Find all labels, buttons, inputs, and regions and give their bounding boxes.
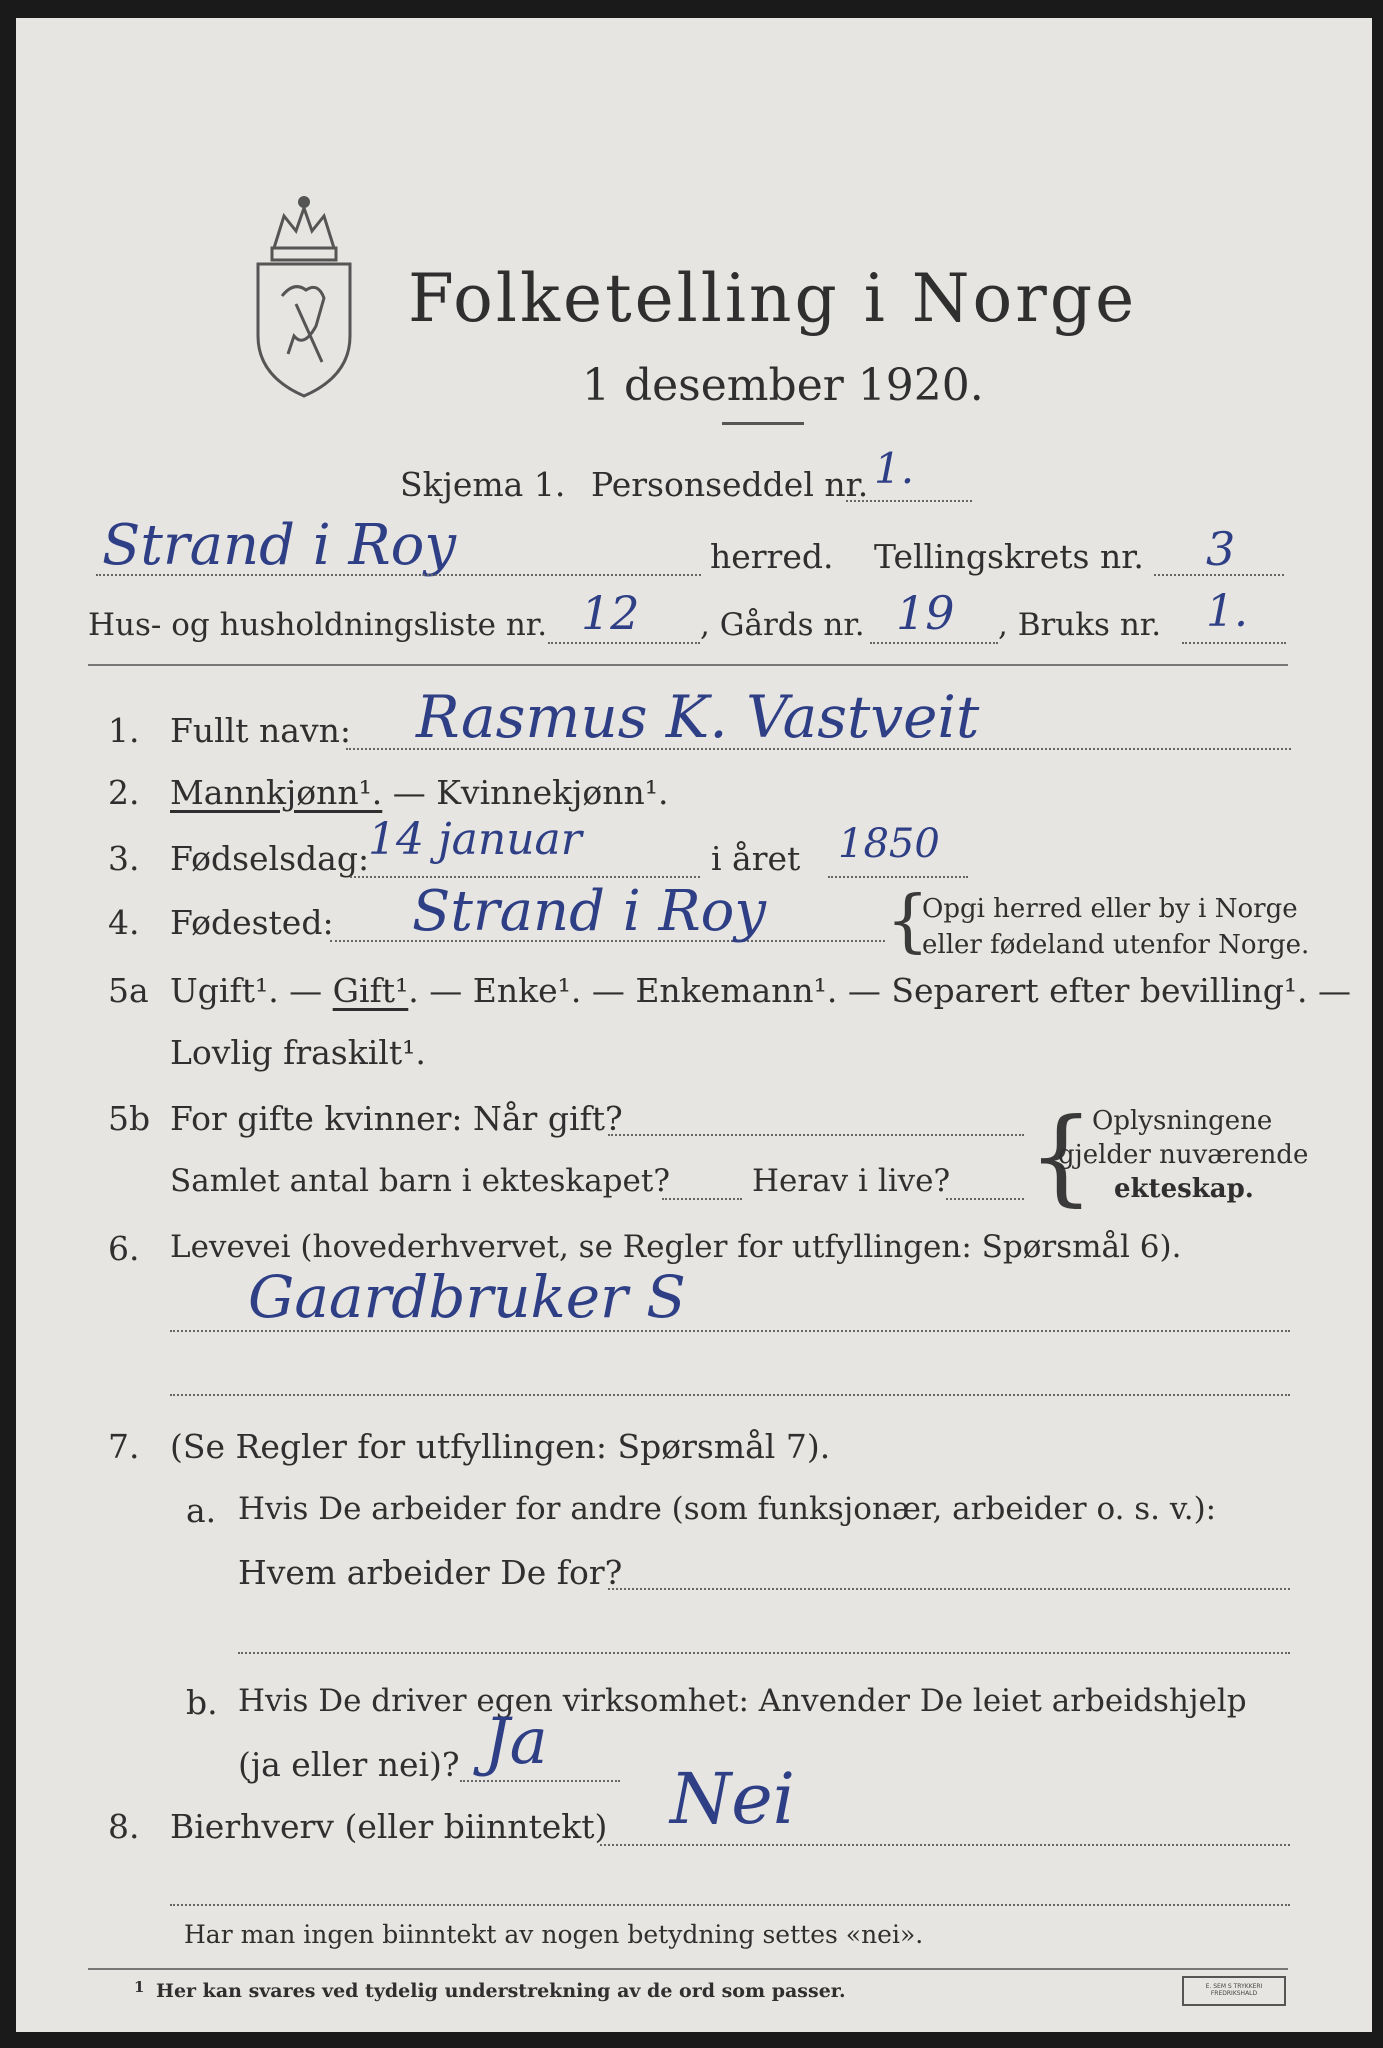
q8-number: 8.: [108, 1807, 140, 1846]
q7-number: 7.: [108, 1427, 140, 1466]
q1-number: 1.: [108, 711, 140, 750]
q7b-line2: (ja eller nei)?: [238, 1745, 460, 1784]
printer-stamp-text: E. SEM S TRYKKERI FREDRIKSHALD: [1205, 1983, 1263, 1997]
husholdningsliste-label: Hus- og husholdningsliste nr.: [88, 607, 548, 643]
birth-date-value[interactable]: 14 januar: [368, 814, 582, 865]
personseddel-line: [846, 500, 972, 502]
hired-help-value[interactable]: Ja: [484, 1705, 548, 1779]
q5b-children-line: [662, 1198, 742, 1200]
q5a-options: [170, 971, 1352, 1010]
q8-line-extra: [170, 1904, 1290, 1906]
bruks-value[interactable]: 1.: [1206, 586, 1248, 637]
footnote-mark: 1: [134, 1978, 145, 1996]
norwegian-coat-of-arms-icon: [244, 186, 364, 406]
q7b-line1: Hvis De driver egen virksomhet: Anvender De leiet arbeidshjelp: [238, 1683, 1247, 1719]
gards-label: , Gårds nr.: [700, 607, 865, 643]
census-date: 1 desember 1920.: [582, 360, 984, 411]
q4-number: 4.: [108, 903, 140, 942]
gift-option[interactable]: Gift¹: [332, 971, 409, 1010]
male-option[interactable]: Mannkjønn¹.: [170, 773, 383, 812]
q7a-line-extra: [238, 1652, 1290, 1654]
birthplace-value[interactable]: Strand i Roy: [412, 879, 766, 944]
q3-label: Fødselsdag:: [170, 839, 370, 878]
q3-year-label: i året: [711, 839, 801, 878]
footnote-text: Her kan svares ved tydelig understrekning av de ord som passer.: [156, 1980, 846, 2002]
q5b-alive-label: Herav i live?: [752, 1163, 951, 1199]
personseddel-label: Personseddel nr.: [591, 465, 869, 504]
q5b-alive-line: [946, 1198, 1024, 1200]
footer-note: Har man ingen biinntekt av nogen betydning settes «nei».: [184, 1920, 924, 1949]
q7b-line: [460, 1780, 620, 1782]
occupation-value[interactable]: Gaardbruker S: [248, 1263, 686, 1331]
q4-brace: {: [886, 882, 930, 961]
bruks-label: , Bruks nr.: [998, 607, 1162, 643]
q5b-note-line3: ekteskap.: [1114, 1174, 1254, 1204]
q1-label: Fullt navn:: [170, 711, 351, 750]
q5b-brace: {: [1028, 1095, 1095, 1217]
tellingskrets-label: Tellingskrets nr.: [874, 537, 1144, 576]
section-rule: [88, 664, 1288, 666]
q2-options: [170, 773, 669, 812]
q5a-number: 5a: [108, 971, 149, 1010]
secondary-income-value[interactable]: Nei: [670, 1758, 796, 1840]
q5b-note-line1: Oplysningene: [1092, 1106, 1273, 1136]
gards-value[interactable]: 19: [896, 586, 955, 640]
q4-note-line2: eller fødeland utenfor Norge.: [922, 930, 1310, 960]
q7-label: (Se Regler for utfyllingen: Spørsmål 7).: [170, 1427, 831, 1466]
q4-note-line1: Opgi herred eller by i Norge: [922, 894, 1298, 924]
herred-value[interactable]: Strand i Roy: [102, 513, 456, 578]
tellingskrets-value[interactable]: 3: [1206, 522, 1236, 576]
q6-line1: [170, 1330, 1290, 1332]
q3-date-line: [350, 876, 700, 878]
gards-line: [870, 642, 998, 644]
q4-label: Fødested:: [170, 903, 334, 942]
q5b-children-label: Samlet antal barn i ekteskapet?: [170, 1163, 670, 1199]
q5b-when-line: [608, 1134, 1024, 1136]
q7a-line1: Hvis De arbeider for andre (som funksjonær, arbeider o. s. v.):: [238, 1491, 1217, 1527]
lovlig-fraskilt-option[interactable]: Lovlig fraskilt¹.: [170, 1033, 426, 1072]
personseddel-value[interactable]: 1.: [874, 444, 915, 493]
q3-number: 3.: [108, 839, 140, 878]
q7a-line2: Hvem arbeider De for?: [238, 1553, 623, 1592]
q6-number: 6.: [108, 1229, 140, 1268]
husholdningsliste-line: [548, 642, 700, 644]
female-option[interactable]: Kvinnekjønn¹.: [436, 773, 669, 812]
q2-separator: —: [382, 773, 437, 812]
ugift-option[interactable]: Ugift¹.: [170, 971, 279, 1010]
q8-line: [600, 1844, 1290, 1846]
q7a-line: [608, 1588, 1290, 1590]
q5b-line1: For gifte kvinner: Når gift?: [170, 1099, 623, 1138]
q3-year-line: [828, 876, 968, 878]
herred-line: [96, 574, 701, 576]
q5a-other-options[interactable]: . — Enke¹. — Enkemann¹. — Separert efter bevilling¹. —: [408, 971, 1352, 1010]
q2-number: 2.: [108, 773, 140, 812]
q5b-note-line2: gjelder nuværende: [1058, 1140, 1309, 1170]
full-name-value[interactable]: Rasmus K. Vastveit: [416, 683, 980, 751]
herred-label: herred.: [710, 537, 834, 576]
form-title: Folketelling i Norge: [408, 260, 1138, 337]
q7a-number: a.: [186, 1491, 217, 1530]
skjema-label: Skjema 1.: [400, 465, 566, 504]
bruks-line: [1182, 642, 1286, 644]
header-divider: [722, 422, 804, 425]
q6-label: Levevei (hovederhvervet, se Regler for utfyllingen: Spørsmål 6).: [170, 1229, 1182, 1265]
printer-stamp: [1182, 1976, 1286, 2006]
q5a-sep: —: [278, 971, 333, 1010]
census-form-sheet: [16, 18, 1372, 2032]
footer-rule: [88, 1968, 1288, 1970]
q5b-number: 5b: [108, 1099, 151, 1138]
q7b-number: b.: [186, 1683, 218, 1722]
husholdningsliste-value[interactable]: 12: [581, 586, 640, 640]
birth-year-value[interactable]: 1850: [838, 821, 940, 867]
q6-line2: [170, 1394, 1290, 1396]
q8-label: Bierhverv (eller biinntekt): [170, 1807, 608, 1846]
